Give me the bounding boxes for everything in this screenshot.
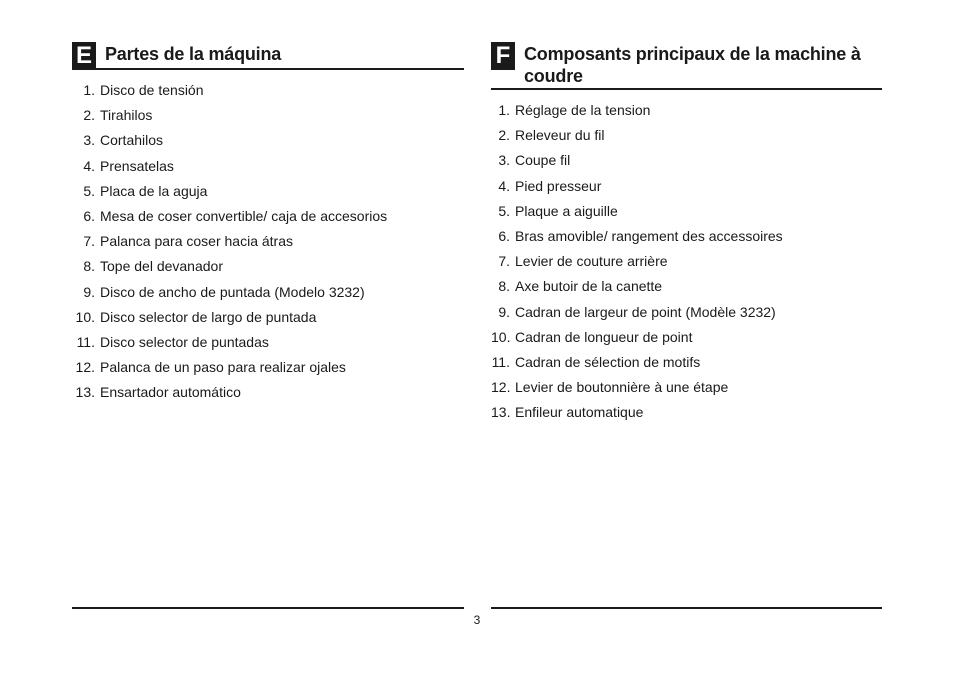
footer-divider-left <box>72 607 464 609</box>
item-number: 8. <box>498 278 510 295</box>
item-label: Disco selector de puntadas <box>100 333 269 350</box>
item-label: Disco selector de largo de puntada <box>100 308 317 325</box>
item-number: 5. <box>498 202 510 219</box>
item-label: Releveur du fil <box>515 127 605 144</box>
french-section-header <box>491 42 882 90</box>
item-label: Disco de ancho de puntada (Modelo 3232) <box>100 283 365 300</box>
item-number: 5. <box>83 182 95 199</box>
item-number: 11. <box>76 333 95 350</box>
item-label: Disco de tensión <box>100 82 204 98</box>
item-number: 7. <box>83 233 95 250</box>
item-number: 2. <box>83 107 95 124</box>
item-label: Cortahilos <box>100 132 164 149</box>
list-item <box>491 224 882 249</box>
item-label: Ensartador automático <box>100 384 241 401</box>
item-label: Cadran de largeur de point (Modèle 3232) <box>515 303 776 320</box>
item-label: Cadran de longueur de point <box>515 328 693 345</box>
list-item <box>491 123 882 148</box>
item-label: Cadran de sélection de motifs <box>515 353 701 370</box>
item-number: 4. <box>83 157 95 174</box>
item-number: 8. <box>83 258 95 275</box>
item-number: 12. <box>491 379 511 396</box>
item-number: 4. <box>498 177 510 194</box>
item-number: 7. <box>498 253 510 270</box>
item-label: Tope del devanador <box>100 258 223 275</box>
item-label: Tirahilos <box>100 107 153 124</box>
item-number: 3. <box>498 152 510 169</box>
list-item <box>491 249 882 274</box>
item-label: Placa de la aguja <box>100 182 208 199</box>
language-badge-f: F <box>491 42 515 70</box>
footer-divider-right <box>491 607 882 609</box>
item-number: 6. <box>83 207 95 224</box>
item-number: 11. <box>491 353 510 370</box>
item-label: Axe butoir de la canette <box>515 278 663 295</box>
french-section <box>491 42 882 425</box>
item-label: Enfileur automatique <box>515 404 644 421</box>
item-label: Mesa de coser convertible/ caja de accesorios <box>100 207 388 224</box>
list-item <box>72 330 464 355</box>
item-number: 1. <box>498 102 510 118</box>
spanish-section-header <box>72 42 464 70</box>
item-label: Pied presseur <box>515 177 602 194</box>
language-badge-e: E <box>72 42 96 70</box>
item-number: 13. <box>75 384 95 401</box>
list-item <box>491 274 882 299</box>
item-label: Plaque a aiguille <box>515 202 618 219</box>
item-label: Palanca para coser hacia átras <box>100 233 293 250</box>
spanish-parts-list <box>72 78 464 405</box>
list-item <box>72 380 464 405</box>
list-item <box>491 375 882 400</box>
list-item <box>72 179 464 204</box>
list-item <box>72 154 464 179</box>
item-number: 6. <box>498 227 510 244</box>
list-item <box>72 254 464 279</box>
item-number: 1. <box>83 82 95 98</box>
item-number: 9. <box>83 283 95 300</box>
list-item <box>491 400 882 425</box>
list-item <box>491 174 882 199</box>
list-item <box>72 229 464 254</box>
french-parts-list <box>491 98 882 425</box>
item-number: 3. <box>83 132 95 149</box>
list-item <box>72 128 464 153</box>
item-number: 13. <box>491 404 511 421</box>
spanish-section-title: Partes de la máquina <box>105 44 282 64</box>
list-item <box>72 305 464 330</box>
french-section-title: Composants principaux de la machine à coudre <box>524 44 861 86</box>
item-number: 10. <box>491 328 511 345</box>
list-item <box>72 103 464 128</box>
page-number: 3 <box>473 613 481 627</box>
item-label: Levier de couture arrière <box>515 253 668 270</box>
item-number: 9. <box>498 303 510 320</box>
list-item <box>72 204 464 229</box>
item-number: 2. <box>498 127 510 144</box>
item-label: Bras amovible/ rangement des accessoires <box>515 227 783 244</box>
list-item <box>72 355 464 380</box>
list-item <box>491 199 882 224</box>
list-item <box>491 98 882 123</box>
list-item <box>491 350 882 375</box>
item-label: Coupe fil <box>515 152 571 169</box>
item-label: Levier de boutonnière à une étape <box>515 379 729 396</box>
item-label: Réglage de la tension <box>515 102 651 118</box>
item-number: 12. <box>75 359 95 376</box>
list-item <box>72 280 464 305</box>
item-label: Palanca de un paso para realizar ojales <box>100 359 346 376</box>
list-item <box>72 78 464 103</box>
spanish-section <box>72 42 464 405</box>
item-number: 10. <box>75 308 95 325</box>
list-item <box>491 148 882 173</box>
item-label: Prensatelas <box>100 157 174 174</box>
list-item <box>491 300 882 325</box>
list-item <box>491 325 882 350</box>
